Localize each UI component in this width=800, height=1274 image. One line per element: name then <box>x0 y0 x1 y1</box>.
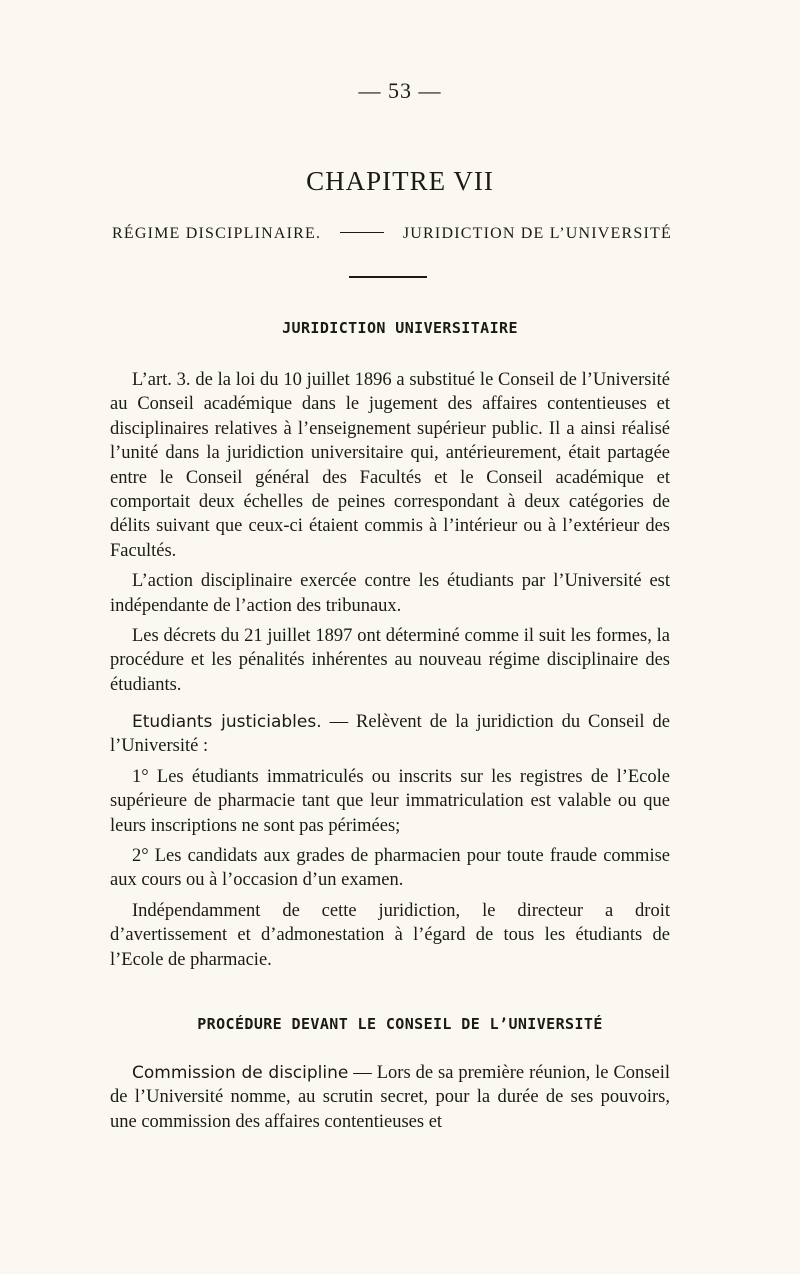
section-heading-procedure: PROCÉDURE DEVANT LE CONSEIL DE L’UNIVERSITÉ <box>197 1015 603 1033</box>
section-heading-juridiction: JURIDICTION UNIVERSITAIRE <box>282 319 518 337</box>
paragraph-text: — Relèvent de la juridiction du Conseil de l’Université : <box>110 712 670 757</box>
list-item: 1° Les étudiants immatriculés ou inscrits sur les registres de l’Ecole supérieure de pharmacie tant que leur immatriculation est valable ou que leurs inscriptions ne sont pas périmées; <box>110 766 670 836</box>
paragraph: L’action disciplinaire exercée contre les étudiants par l’Université est indépendante de l’action des tribunaux. <box>110 571 670 616</box>
section-procedure-body <box>110 1061 670 1134</box>
section-juridiction-body <box>110 368 670 697</box>
paragraph: Indépendamment de cette juridiction, le directeur a droit d’avertissement et d’admonestation à l’égard de tous les étudiants de l’Ecole de pharmacie. <box>110 900 670 970</box>
paragraph <box>110 710 670 759</box>
run-in-heading: Commission de discipline <box>132 1063 349 1083</box>
decorative-rule <box>349 276 427 278</box>
subtitle-dash <box>340 232 384 233</box>
paragraph-text: — Lors de sa première réunion, le Conseil de l’Université nomme, au scrutin secret, pour la durée de ses pouvoirs, une commission des affaires contentieuses et <box>110 1063 670 1132</box>
run-in-heading: Etudiants justiciables. <box>132 712 322 732</box>
chapter-subtitle-right: JURIDICTION DE L’UNIVERSITÉ <box>402 225 672 242</box>
paragraph <box>110 1061 670 1134</box>
chapter-subtitle-left: RÉGIME DISCIPLINAIRE. <box>112 225 322 242</box>
chapter-subtitle <box>112 225 672 243</box>
paragraph: Les décrets du 21 juillet 1897 ont déterminé comme il suit les formes, la procédure et les pénalités inhérentes au nouveau régime disciplinaire des étudiants. <box>110 626 670 695</box>
page-number: — 53 — <box>358 78 442 103</box>
chapter-title: CHAPITRE VII <box>306 166 494 196</box>
paragraph: L’art. 3. de la loi du 10 juillet 1896 a substitué le Conseil de l’Université au Conseil académique dans le jugement des affaires contentieuses et disciplinaires relatives à l’enseignement supérieur public. Il a ainsi réalisé l’unité dans la juridiction universitaire qui, antérieurement, était partagée entre le Conseil général des Facultés et le Conseil académique et comportait deux échelles de peines correspondant à deux catégories de délits suivant que ceux-ci étaient commis à l’intérieur ou à l’extérieur des Facultés. <box>110 370 670 561</box>
section-justiciables-body <box>110 710 670 972</box>
list-item: 2° Les candidats aux grades de pharmacien pour toute fraude commise aux cours ou à l’occasion d’un examen. <box>110 846 670 891</box>
